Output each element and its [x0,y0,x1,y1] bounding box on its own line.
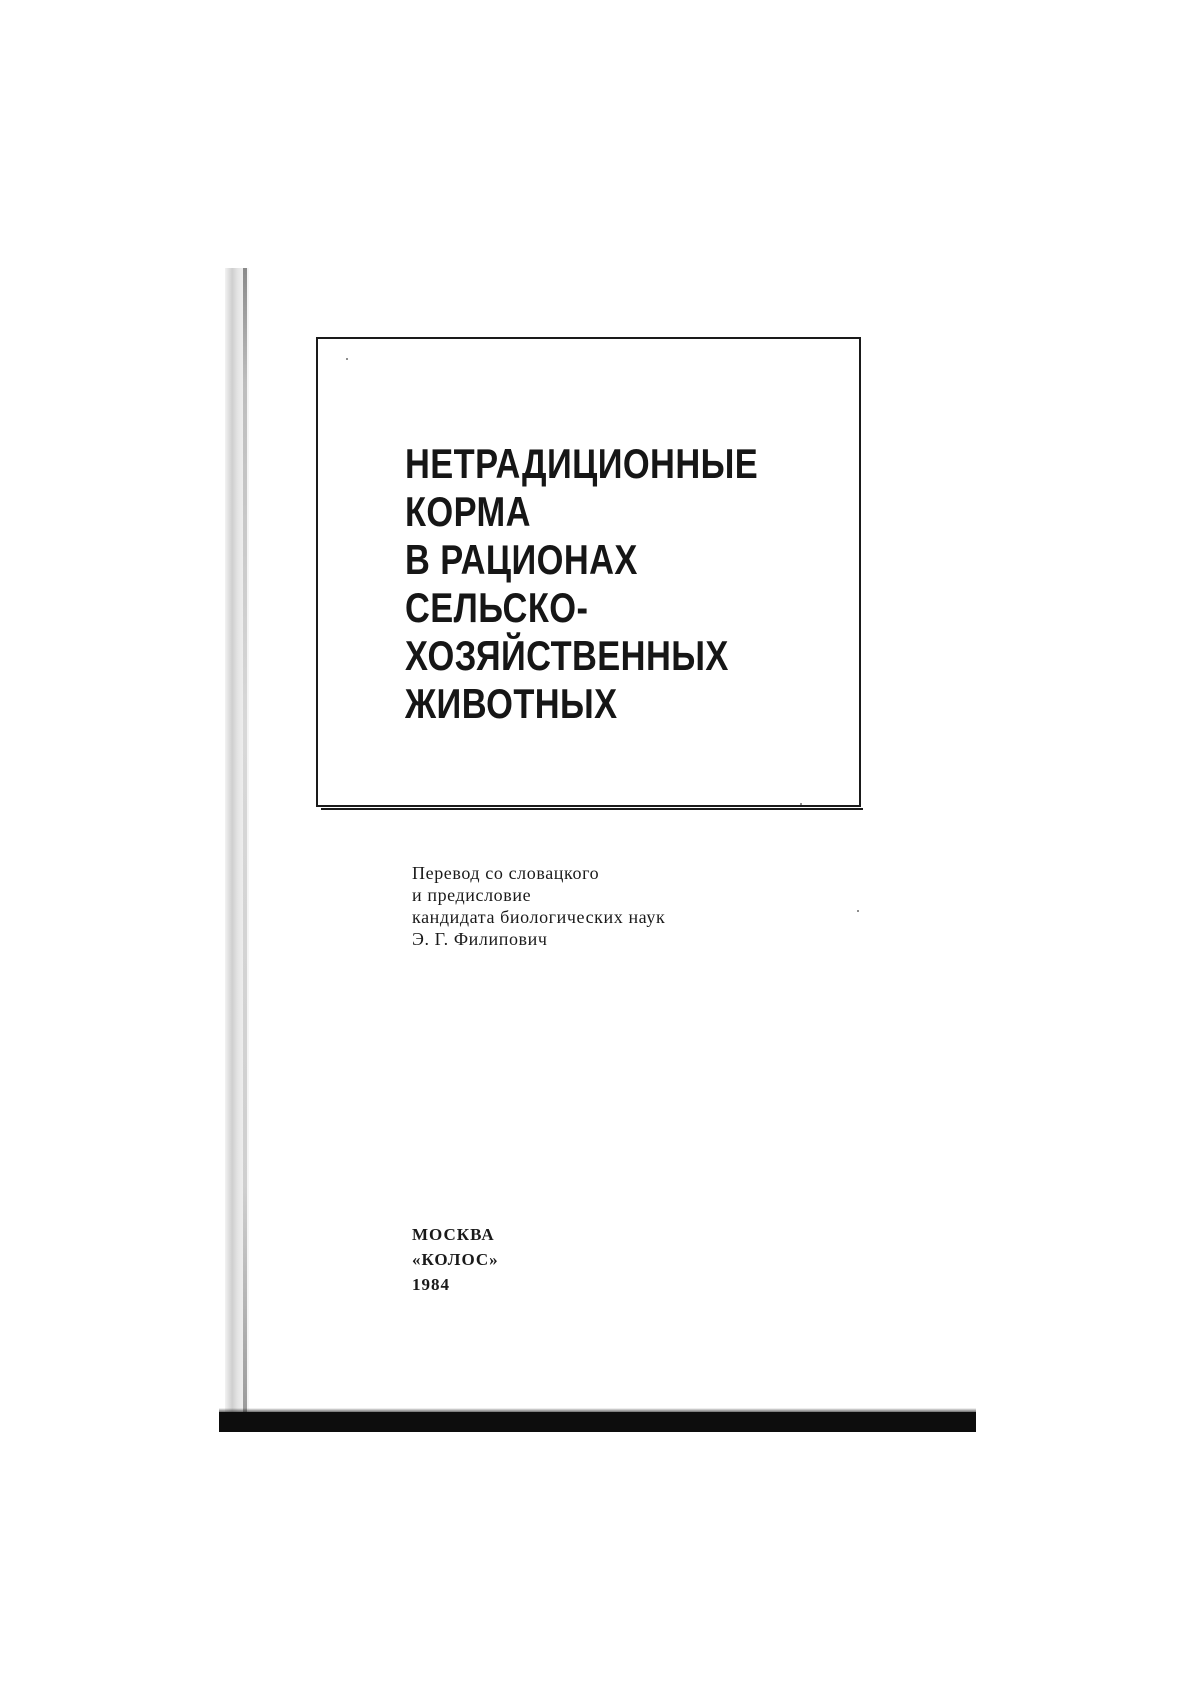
book-title-line: В РАЦИОНАХ [405,536,638,583]
book-title-line: КОРМА [405,488,531,535]
page-bottom-scan-edge [219,1412,976,1432]
book-title-line: ЖИВОТНЫХ [405,680,618,727]
imprint-city: МОСКВА [412,1225,495,1244]
credits-line: Перевод со словацкого [412,863,600,883]
translation-credits [412,862,665,950]
credits-line: кандидата биологических наук [412,907,666,927]
credits-line: Э. Г. Филипович [412,929,548,949]
book-title-line: НЕТРАДИЦИОННЫЕ [405,440,759,487]
book-title-line: ХОЗЯЙСТВЕННЫХ [405,632,729,679]
imprint-publisher: «КОЛОС» [412,1250,499,1269]
imprint-year: 1984 [412,1275,450,1294]
book-title [405,440,758,728]
scan-speck [857,910,859,912]
publisher-imprint [412,1222,499,1297]
credits-line: и предисловие [412,885,532,905]
page-binding-shadow [243,268,247,1416]
book-title-line: СЕЛЬСКО- [405,584,589,631]
scan-speck [346,358,348,360]
scan-speck [800,803,802,805]
